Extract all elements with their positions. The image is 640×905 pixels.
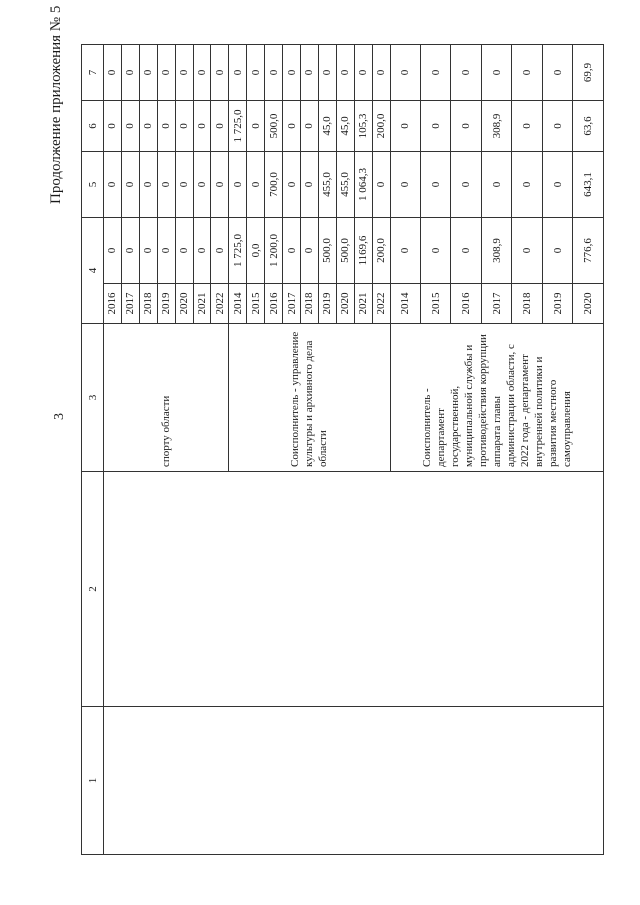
year-cell: 2019 — [542, 284, 572, 324]
year-cell: 2018 — [139, 284, 157, 324]
value-cell: 45,0 — [336, 101, 354, 152]
value-cell: 0 — [104, 218, 122, 284]
value-cell: 500,0 — [336, 218, 354, 284]
year-cell: 2019 — [157, 284, 175, 324]
value-cell: 0 — [512, 152, 542, 218]
value-cell: 1 064,3 — [354, 152, 372, 218]
cell-col-1 — [104, 707, 604, 855]
value-cell: 500,0 — [265, 101, 283, 152]
value-cell: 0 — [451, 218, 481, 284]
budget-table-container — [81, 45, 604, 855]
value-cell: 0 — [175, 101, 193, 152]
value-cell: 0 — [300, 101, 318, 152]
value-cell: 0 — [354, 45, 372, 101]
value-cell: 200,0 — [372, 218, 390, 284]
value-cell: 0 — [193, 218, 211, 284]
value-cell: 0 — [336, 45, 354, 101]
value-cell: 0 — [420, 101, 450, 152]
year-cell: 2017 — [481, 284, 511, 324]
column-header-6: 6 — [82, 101, 104, 152]
year-cell: 2014 — [390, 284, 420, 324]
value-cell: 0 — [283, 45, 301, 101]
year-cell: 2018 — [300, 284, 318, 324]
column-header-5: 5 — [82, 152, 104, 218]
value-cell: 776,6 — [573, 218, 604, 284]
value-cell: 0 — [193, 45, 211, 101]
year-cell: 2019 — [318, 284, 336, 324]
value-cell: 0 — [104, 101, 122, 152]
value-cell: 0 — [512, 218, 542, 284]
value-cell: 0 — [193, 152, 211, 218]
column-header-2: 2 — [82, 472, 104, 707]
year-cell: 2021 — [354, 284, 372, 324]
budget-table — [81, 44, 604, 855]
year-cell: 2014 — [229, 284, 247, 324]
value-cell: 0 — [512, 101, 542, 152]
year-cell: 2015 — [247, 284, 265, 324]
value-cell: 0 — [121, 152, 139, 218]
value-cell: 0 — [372, 152, 390, 218]
column-header-1: 1 — [82, 707, 104, 855]
year-cell: 2016 — [451, 284, 481, 324]
value-cell: 0 — [512, 45, 542, 101]
value-cell: 1169,6 — [354, 218, 372, 284]
value-cell: 0 — [542, 152, 572, 218]
value-cell: 0 — [121, 218, 139, 284]
value-cell: 1 200,0 — [265, 218, 283, 284]
value-cell: 0 — [372, 45, 390, 101]
value-cell: 308,9 — [481, 101, 511, 152]
column-header-4: 4 — [82, 218, 104, 324]
value-cell: 500,0 — [318, 218, 336, 284]
page-number: 3 — [52, 413, 67, 420]
value-cell: 0 — [390, 45, 420, 101]
year-cell: 2020 — [573, 284, 604, 324]
value-cell: 69,9 — [573, 45, 604, 101]
value-cell: 0 — [211, 45, 229, 101]
value-cell: 0 — [420, 218, 450, 284]
value-cell: 0 — [451, 101, 481, 152]
value-cell: 0 — [247, 152, 265, 218]
table-body — [104, 45, 604, 855]
value-cell: 1 725,0 — [229, 101, 247, 152]
value-cell: 0 — [300, 45, 318, 101]
table-row — [104, 45, 122, 855]
value-cell: 0 — [157, 152, 175, 218]
value-cell: 0 — [481, 45, 511, 101]
page-header-title: Продолжение приложения № 5 — [48, 5, 64, 204]
value-cell: 455,0 — [336, 152, 354, 218]
year-cell: 2015 — [420, 284, 450, 324]
value-cell: 0 — [175, 218, 193, 284]
value-cell: 643,1 — [573, 152, 604, 218]
value-cell: 0 — [265, 45, 283, 101]
value-cell: 0,0 — [247, 218, 265, 284]
value-cell: 0 — [300, 152, 318, 218]
table-header-row — [82, 45, 104, 855]
value-cell: 455,0 — [318, 152, 336, 218]
value-cell: 0 — [139, 101, 157, 152]
value-cell: 0 — [283, 218, 301, 284]
value-cell: 0 — [139, 218, 157, 284]
value-cell: 0 — [175, 152, 193, 218]
value-cell: 0 — [157, 218, 175, 284]
value-cell: 1 725,0 — [229, 218, 247, 284]
value-cell: 0 — [542, 218, 572, 284]
cell-col-2 — [104, 472, 604, 707]
value-cell: 0 — [139, 152, 157, 218]
column-header-7: 7 — [82, 45, 104, 101]
value-cell: 0 — [420, 45, 450, 101]
year-cell: 2020 — [336, 284, 354, 324]
value-cell: 0 — [211, 101, 229, 152]
value-cell: 308,9 — [481, 218, 511, 284]
value-cell: 0 — [104, 45, 122, 101]
year-cell: 2022 — [211, 284, 229, 324]
value-cell: 0 — [157, 101, 175, 152]
value-cell: 0 — [542, 101, 572, 152]
value-cell: 0 — [247, 101, 265, 152]
value-cell: 0 — [211, 218, 229, 284]
value-cell: 0 — [451, 152, 481, 218]
value-cell: 63,6 — [573, 101, 604, 152]
value-cell: 0 — [283, 101, 301, 152]
value-cell: 0 — [247, 45, 265, 101]
executor-description: Соисполнитель - управление культуры и архивного дела области — [229, 324, 390, 472]
year-cell: 2017 — [283, 284, 301, 324]
year-cell: 2016 — [265, 284, 283, 324]
year-cell: 2018 — [512, 284, 542, 324]
value-cell: 700,0 — [265, 152, 283, 218]
value-cell: 0 — [300, 218, 318, 284]
value-cell: 0 — [175, 45, 193, 101]
value-cell: 0 — [211, 152, 229, 218]
value-cell: 0 — [104, 152, 122, 218]
value-cell: 0 — [139, 45, 157, 101]
value-cell: 0 — [390, 101, 420, 152]
year-cell: 2022 — [372, 284, 390, 324]
value-cell: 0 — [121, 45, 139, 101]
value-cell: 0 — [121, 101, 139, 152]
value-cell: 0 — [229, 152, 247, 218]
column-header-3: 3 — [82, 324, 104, 472]
value-cell: 0 — [390, 152, 420, 218]
value-cell: 0 — [451, 45, 481, 101]
year-cell: 2016 — [104, 284, 122, 324]
value-cell: 0 — [318, 45, 336, 101]
value-cell: 0 — [542, 45, 572, 101]
value-cell: 0 — [390, 218, 420, 284]
value-cell: 0 — [283, 152, 301, 218]
value-cell: 0 — [481, 152, 511, 218]
year-cell: 2021 — [193, 284, 211, 324]
value-cell: 0 — [157, 45, 175, 101]
executor-description: Соисполнитель - департамент государственной, муниципальной службы и противодействия коррупции аппарата главы администрации области, с 2022 года - департамент внутренней политики и развития местного самоуправления — [390, 324, 604, 472]
value-cell: 0 — [193, 101, 211, 152]
value-cell: 0 — [229, 45, 247, 101]
value-cell: 0 — [420, 152, 450, 218]
value-cell: 200,0 — [372, 101, 390, 152]
value-cell: 45,0 — [318, 101, 336, 152]
year-cell: 2017 — [121, 284, 139, 324]
value-cell: 105,3 — [354, 101, 372, 152]
year-cell: 2020 — [175, 284, 193, 324]
executor-description: спорту области — [104, 324, 229, 472]
